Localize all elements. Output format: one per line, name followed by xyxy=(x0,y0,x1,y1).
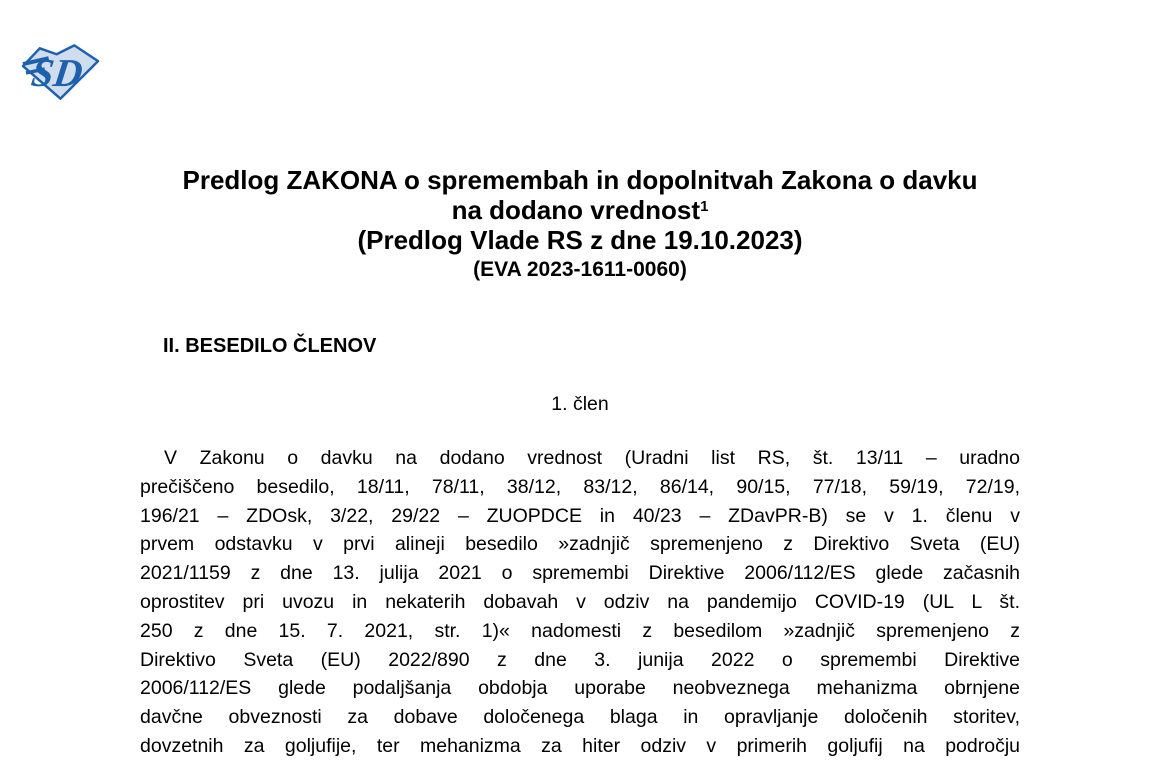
title-line-3: (Predlog Vlade RS z dne 19.10.2023) xyxy=(357,225,803,255)
footnote-superscript: 1 xyxy=(700,198,709,215)
paragraph-line: Direktivo Sveta (EU) 2022/890 z dne 3. junija 2022 o spremembi Direktive xyxy=(140,648,1020,671)
logo-letters: SD xyxy=(28,50,86,95)
sd-diamond-logo-svg xyxy=(22,44,100,100)
paragraph-line: 250 z dne 15. 7. 2021, str. 1)« nadomesti z besedilom »zadnjič spremenjeno z xyxy=(140,619,1020,642)
paragraph-line: dovzetnih za goljufije, ter mehanizma za hiter odziv v primerih goljufij na področju xyxy=(140,734,1020,757)
paragraph-line: prvem odstavku v prvi alineji besedilo »zadnjič spremenjeno z Direktivo Sveta (EU) xyxy=(140,533,1020,556)
title-eva-number: (EVA 2023-1611-0060) xyxy=(473,258,687,281)
paragraph-line: 2021/1159 z dne 13. julija 2021 o spremembi Direktive 2006/112/ES glede začasnih xyxy=(140,562,1020,585)
title-line-1: Predlog ZAKONA o spremembah in dopolnitvah Zakona o davku xyxy=(182,165,978,195)
paragraph-line: oprostitev pri uvozu in nekaterih dobavah v odziv na pandemijo COVID-19 (UL L št. xyxy=(140,590,1020,613)
title-line-2-text: na dodano vrednost xyxy=(451,195,701,225)
sd-diamond-logo-icon xyxy=(22,44,100,100)
article-paragraph xyxy=(140,444,1020,761)
section-heading: II. BESEDILO ČLENOV xyxy=(163,335,377,357)
paragraph-line: V Zakonu o davku na dodano vrednost (Uradni list RS, št. 13/11 – uradno xyxy=(164,447,1020,469)
article-heading: 1. člen xyxy=(551,393,609,415)
paragraph-line: prečiščeno besedilo, 18/11, 78/11, 38/12, 83/12, 86/14, 90/15, 77/18, 59/19, 72/19, xyxy=(140,475,1020,498)
paragraph-line: 2006/112/ES glede podaljšanja obdobja uporabe neobveznega mehanizma obrnjene xyxy=(140,677,1020,700)
paragraph-line: davčne obveznosti za dobave določenega blaga in opravljanje določenih storitev, xyxy=(140,706,1020,729)
title-line-2 xyxy=(140,195,1020,225)
document-title xyxy=(140,165,1020,285)
paragraph-line: 196/21 – ZDOsk, 3/22, 29/22 – ZUOPDCE in 40/23 – ZDavPR-B) se v 1. členu v xyxy=(140,504,1020,527)
